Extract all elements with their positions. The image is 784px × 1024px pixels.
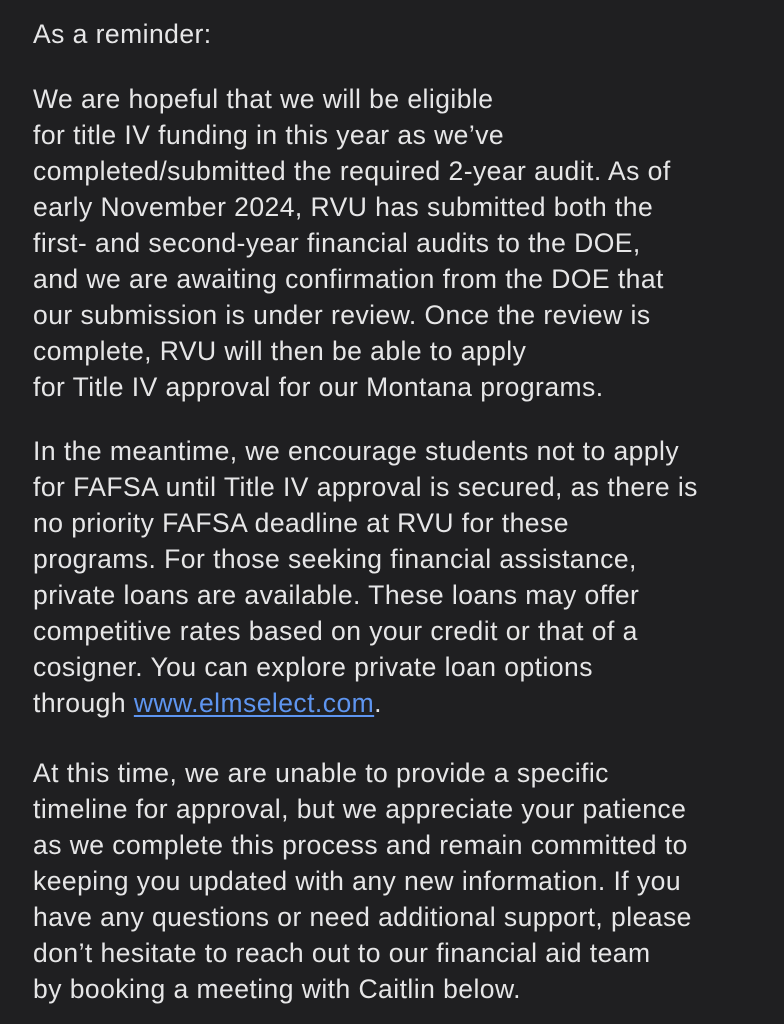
link-prefix-text: through <box>33 688 134 718</box>
link-suffix-text: . <box>374 688 382 718</box>
text-line: as we complete this process and remain committed to <box>33 830 688 860</box>
text-line: At this time, we are unable to provide a specific <box>33 758 609 788</box>
text-line: private loans are available. These loans may offer <box>33 580 640 610</box>
audit-status-paragraph <box>33 81 671 405</box>
text-line: timeline for approval, but we appreciate your patience <box>33 794 687 824</box>
reminder-paragraph <box>33 16 212 52</box>
text-line: programs. For those seeking financial assistance, <box>33 544 637 574</box>
text-line: In the meantime, we encourage students not to apply <box>33 436 680 466</box>
text-line: for FAFSA until Title IV approval is secured, as there is <box>33 472 698 502</box>
text-line: completed/submitted the required 2-year audit. As of <box>33 156 671 186</box>
text-line: no priority FAFSA deadline at RVU for these <box>33 508 569 538</box>
closing-paragraph <box>33 755 692 1007</box>
text-line: keeping you updated with any new information. If you <box>33 866 682 896</box>
text-line: We are hopeful that we will be eligible <box>33 84 494 114</box>
text-line: competitive rates based on your credit or that of a <box>33 616 638 646</box>
text-line: by booking a meeting with Caitlin below. <box>33 974 521 1004</box>
text-line: first- and second-year financial audits to the DOE, <box>33 228 641 258</box>
text-line: don’t hesitate to reach out to our financial aid team <box>33 938 651 968</box>
text-line: As a reminder: <box>33 19 212 49</box>
text-line-with-link <box>33 685 698 721</box>
text-line: complete, RVU will then be able to apply <box>33 336 527 366</box>
text-line: cosigner. You can explore private loan options <box>33 652 593 682</box>
text-line: our submission is under review. Once the review is <box>33 300 651 330</box>
text-line: and we are awaiting confirmation from the DOE that <box>33 264 664 294</box>
text-line: have any questions or need additional support, please <box>33 902 692 932</box>
text-line: for Title IV approval for our Montana programs. <box>33 372 604 402</box>
text-line: for title IV funding in this year as we’ve <box>33 120 505 150</box>
text-line: early November 2024, RVU has submitted both the <box>33 192 654 222</box>
elmselect-link[interactable]: www.elmselect.com <box>133 688 375 718</box>
fafsa-guidance-paragraph <box>33 433 698 721</box>
